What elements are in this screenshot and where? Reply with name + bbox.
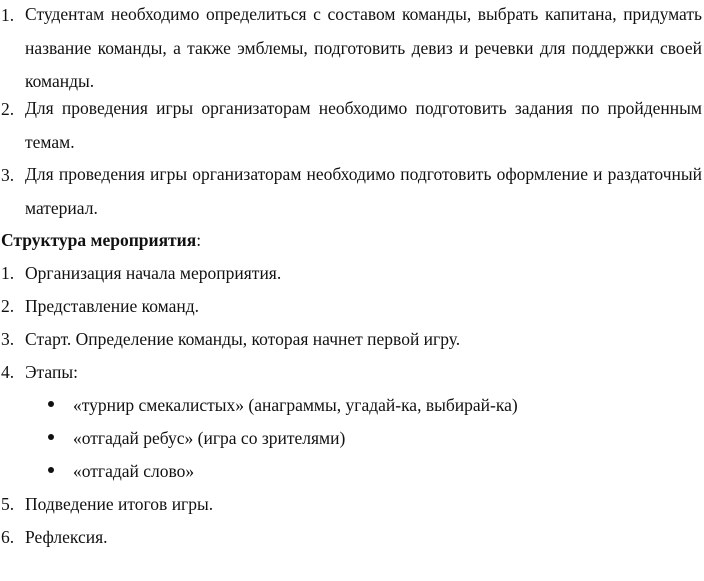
structure-item-text: Организация начала мероприятия.	[25, 263, 282, 283]
structure-heading	[0, 229, 704, 253]
structure-item-2	[0, 295, 704, 319]
structure-item-number: 4.	[1, 362, 15, 382]
stage-item-text: «отгадай ребус» (игра со зрителями)	[73, 428, 346, 448]
structure-item-text: Этапы:	[25, 362, 78, 382]
prep-item-text: Студентам необходимо определиться с составом команды, выбрать капитана, придумать название команды, а также эмблемы, подготовить девиз и речевки для поддержки своей команды.	[25, 4, 702, 91]
structure-item-number: 1.	[1, 263, 15, 283]
structure-heading-bold: Структура мероприятия	[1, 230, 197, 250]
structure-item-4	[0, 361, 704, 385]
structure-item-text: Представление команд.	[25, 296, 200, 316]
bullet-icon	[48, 467, 54, 473]
stage-item-1	[0, 394, 704, 418]
structure-item-text: Рефлексия.	[25, 527, 108, 547]
structure-item-6	[0, 526, 704, 550]
structure-item-text: Подведение итогов игры.	[25, 494, 214, 514]
structure-item-text: Старт. Определение команды, которая начнет первой игру.	[25, 329, 461, 349]
structure-heading-text	[1, 229, 201, 251]
structure-item-1	[0, 262, 704, 286]
structure-item-3	[0, 328, 704, 352]
structure-heading-colon: :	[196, 230, 202, 250]
prep-item-number: 2.	[1, 99, 15, 119]
prep-item-text: Для проведения игры организаторам необходимо подготовить оформление и раздаточный материал.	[25, 164, 702, 218]
structure-item-number: 3.	[1, 329, 15, 349]
stage-item-3	[0, 460, 704, 484]
structure-item-number: 6.	[1, 527, 15, 547]
structure-item-number: 5.	[1, 494, 15, 514]
bullet-icon	[48, 434, 54, 440]
prep-item-1	[0, 4, 704, 94]
prep-item-text: Для проведения игры организаторам необходимо подготовить задания по пройденным темам.	[25, 98, 702, 152]
prep-item-2	[0, 98, 704, 158]
prep-item-3	[0, 164, 704, 224]
stage-item-text: «турнир смекалистых» (анаграммы, угадай-ка, выбирай-ка)	[73, 395, 518, 415]
structure-item-5	[0, 493, 704, 517]
stage-item-2	[0, 427, 704, 451]
stage-item-text: «отгадай слово»	[73, 461, 195, 481]
structure-item-number: 2.	[1, 296, 15, 316]
bullet-icon	[48, 401, 54, 407]
prep-item-number: 3.	[1, 165, 15, 185]
prep-item-number: 1.	[1, 5, 15, 25]
